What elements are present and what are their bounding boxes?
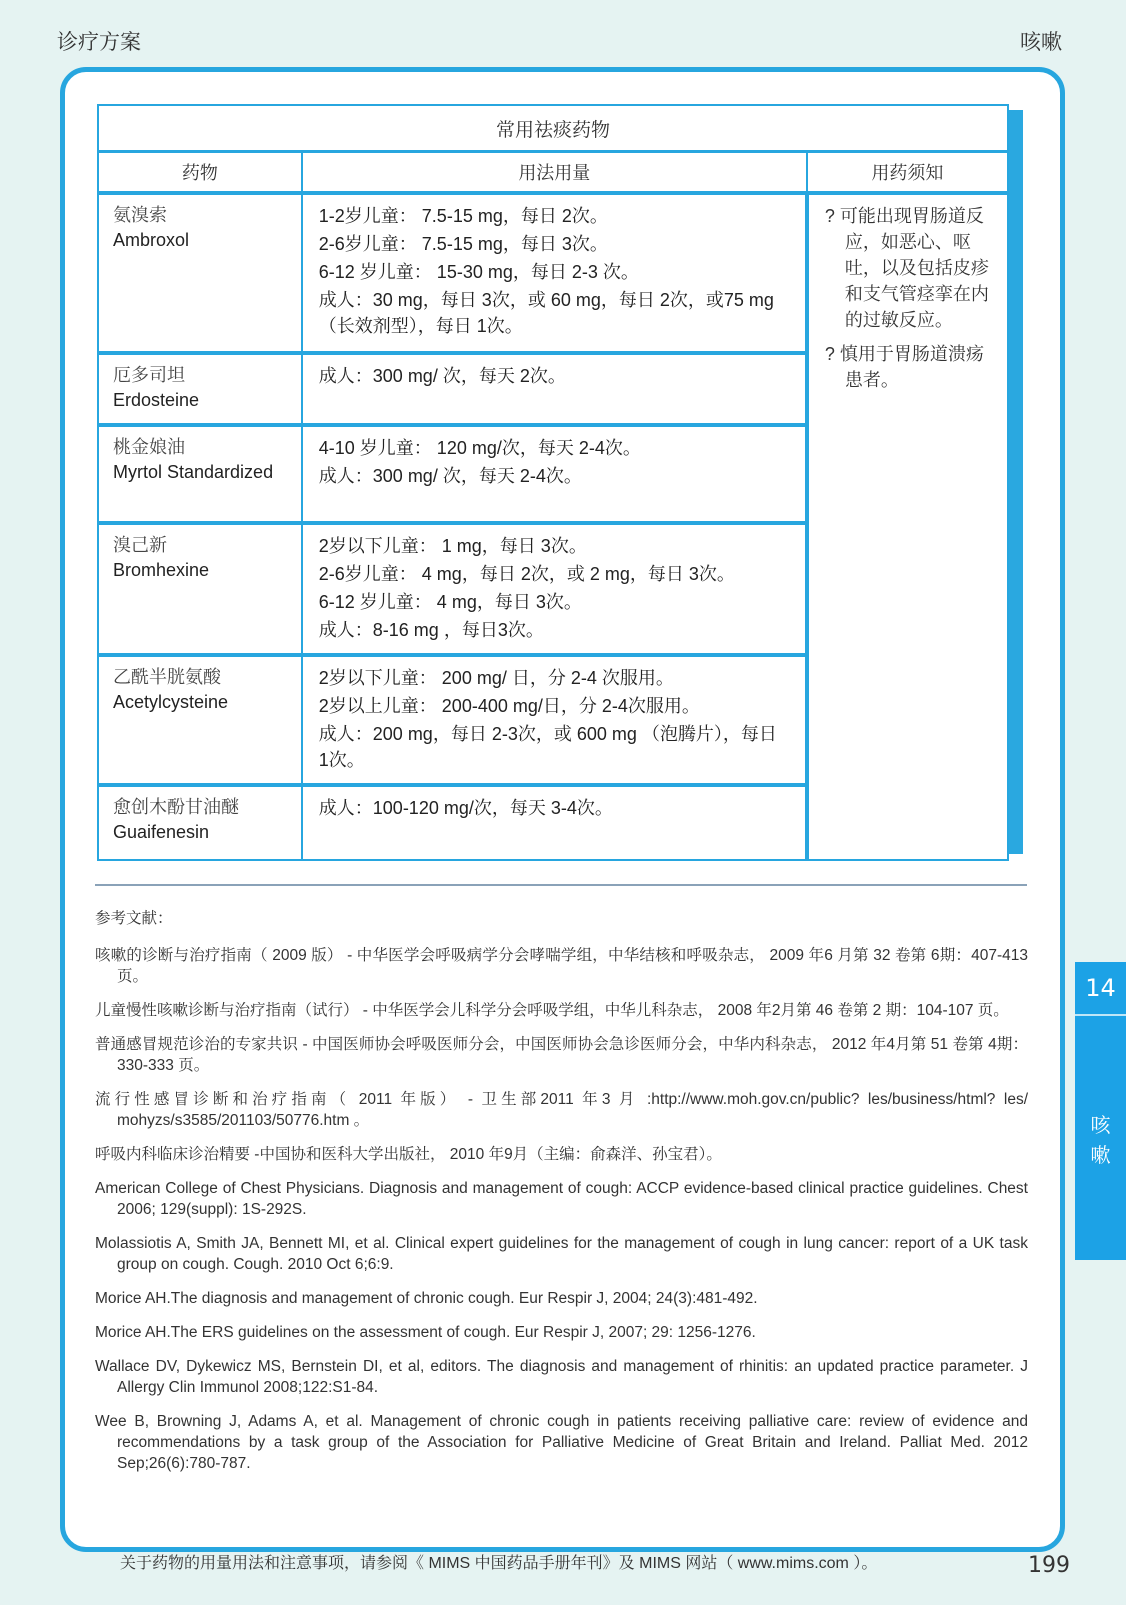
drug-name-cell [98, 353, 302, 425]
drug-name-cn: 桃金娘油 [113, 437, 185, 457]
drug-name-cell [98, 193, 302, 353]
references-section [95, 908, 1028, 1487]
dosage-line: 2岁以下儿童： 200 mg/ 日，分 2-4 次服用。 [318, 668, 674, 688]
dosage-cell [302, 353, 807, 425]
reference-item: Wee B, Browning J, Adams A, et al. Management of chronic cough in patients receiving palliative care: review of evidence and recommendations by a task group of the Association for Palliative Medicine of Great Britain and Ireland. Palliat Med. 2012 Sep;26(6):780-787. [95, 1413, 1028, 1472]
chapter-label-char: 咳 [1090, 1113, 1111, 1137]
dosage-line: 6-12 岁儿童： 15-30 mg，每日 2-3 次。 [318, 262, 639, 282]
dosage-line: 成人：30 mg，每日 3次，或 60 mg，每日 2次，或75 mg（长效剂型），每日 1次。 [318, 290, 774, 336]
reference-item: Morice AH.The diagnosis and management of chronic cough. Eur Respir J, 2004; 24(3):481-492. [95, 1290, 758, 1307]
column-header-drug: 药物 [98, 152, 302, 194]
column-header-notes: 用药须知 [807, 152, 1008, 194]
dosage-line: 2-6岁儿童： 7.5-15 mg，每日 3次。 [318, 234, 608, 254]
drug-name-cell [98, 655, 302, 785]
expectorant-table-block [97, 104, 1015, 846]
chapter-label-char: 嗽 [1090, 1143, 1111, 1167]
footer-note: 关于药物的用量用法和注意事项，请参阅《 MIMS 中国药品手册年刊》及 MIMS 网站（ www.mims.com ）。 [120, 1555, 878, 1572]
dosage-cell [302, 655, 807, 785]
dosage-cell [302, 785, 807, 860]
reference-item: 呼吸内科临床诊治精要 -中国协和医科大学出版社， 2010 年9月（主编：俞森洋、孙宝君）。 [95, 1146, 722, 1163]
dosage-cell [302, 425, 807, 523]
reference-item: 儿童慢性咳嗽诊断与治疗指南（试行） - 中华医学会儿科学分会呼吸学组，中华儿科杂志， 2008 年2月第 46 卷第 2 期：104-107 页。 [95, 1002, 1009, 1019]
drug-name-cn: 溴己新 [113, 535, 167, 555]
reference-item: 流行性感冒诊断和治疗指南（ 2011 年版） - 卫生部2011 年3 月 :http://www.moh.gov.cn/public? les/business/html? les/ mohyzs/s3585/201103/50776.htm 。 [95, 1091, 1028, 1129]
expectorant-table [97, 104, 1009, 861]
references-title: 参考文献： [95, 910, 173, 927]
dosage-line: 成人：300 mg/ 次，每天 2-4次。 [318, 466, 582, 486]
dosage-line: 2岁以下儿童： 1 mg，每日 3次。 [318, 536, 587, 556]
drug-name-cn: 厄多司坦 [113, 365, 185, 385]
dosage-line: 6-12 岁儿童： 4 mg，每日 3次。 [318, 592, 582, 612]
table-row [98, 193, 1008, 353]
reference-item: American College of Chest Physicians. Diagnosis and management of cough: ACCP evidence-based clinical practice guidelines. Chest 2006; 129(suppl): 1S-292S. [95, 1180, 1028, 1218]
drug-name-cell [98, 523, 302, 655]
reference-item: Morice AH.The ERS guidelines on the assessment of cough. Eur Respir J, 2007; 29: 1256-1276. [95, 1324, 756, 1341]
drug-name-en: Myrtol Standardized [113, 462, 274, 482]
drug-name-cell [98, 785, 302, 860]
dosage-line: 1-2岁儿童： 7.5-15 mg，每日 2次。 [318, 206, 608, 226]
reference-item: 普通感冒规范诊治的专家共识 - 中国医师协会呼吸医师分会，中国医师协会急诊医师分会，中华内科杂志， 2012 年4月第 51 卷第 4期：330-333 页。 [95, 1036, 1028, 1074]
drug-name-cn: 氨溴索 [113, 205, 167, 225]
dosage-line: 2岁以上儿童： 200-400 mg/日，分 2-4次服用。 [318, 696, 700, 716]
reference-item: Molassiotis A, Smith JA, Bennett MI, et al. Clinical expert guidelines for the management of cough in lung cancer: report of a UK task group on cough. Cough. 2010 Oct 6;6:9. [95, 1235, 1028, 1273]
section-divider [95, 884, 1027, 886]
dosage-cell [302, 193, 807, 353]
drug-name-en: Acetylcysteine [113, 692, 229, 712]
dosage-line: 成人：300 mg/ 次，每天 2次。 [318, 366, 566, 386]
running-header-section: 诊疗方案 [57, 30, 141, 54]
usage-note: ? 慎用于胃肠道溃疡患者。 [824, 344, 984, 390]
reference-item: Wallace DV, Dykewicz MS, Bernstein DI, et al, editors. The diagnosis and management of rhinitis: an updated practice parameter. J Allergy Clin Immunol 2008;122:S1-84. [95, 1358, 1028, 1396]
drug-name-en: Ambroxol [113, 230, 190, 250]
drug-name-en: Bromhexine [113, 560, 210, 580]
chapter-number: 14 [1075, 962, 1126, 1016]
drug-name-cn: 乙酰半胱氨酸 [113, 667, 221, 687]
drug-name-en: Erdosteine [113, 390, 200, 410]
reference-item: 咳嗽的诊断与治疗指南（ 2009 版） - 中华医学会呼吸病学分会哮喘学组，中华结核和呼吸杂志， 2009 年6 月第 32 卷第 6期：407-413 页。 [95, 947, 1028, 985]
drug-name-cell [98, 425, 302, 523]
page-number: 199 [1028, 1553, 1070, 1578]
chapter-label [1075, 1110, 1126, 1170]
dosage-line: 成人：100-120 mg/次，每天 3-4次。 [318, 798, 613, 818]
dosage-cell [302, 523, 807, 655]
column-header-dose: 用法用量 [302, 152, 807, 194]
dosage-line: 2-6岁儿童： 4 mg，每日 2次，或 2 mg，每日 3次。 [318, 564, 735, 584]
dosage-line: 4-10 岁儿童： 120 mg/次，每天 2-4次。 [318, 438, 641, 458]
usage-notes-cell [807, 193, 1008, 860]
dosage-line: 成人：8-16 mg ，每日3次。 [318, 620, 544, 640]
usage-note: ? 可能出现胃肠道反应，如恶心、呕吐，以及包括皮疹和支气管痉挛在内的过敏反应。 [824, 206, 989, 330]
drug-name-cn: 愈创木酚甘油醚 [113, 797, 239, 817]
table-caption: 常用祛痰药物 [98, 105, 1008, 152]
dosage-line: 成人：200 mg，每日 2-3次，或 600 mg （泡腾片），每日 1次。 [318, 724, 777, 770]
drug-name-en: Guaifenesin [113, 822, 210, 842]
running-header-topic: 咳嗽 [1020, 30, 1062, 54]
